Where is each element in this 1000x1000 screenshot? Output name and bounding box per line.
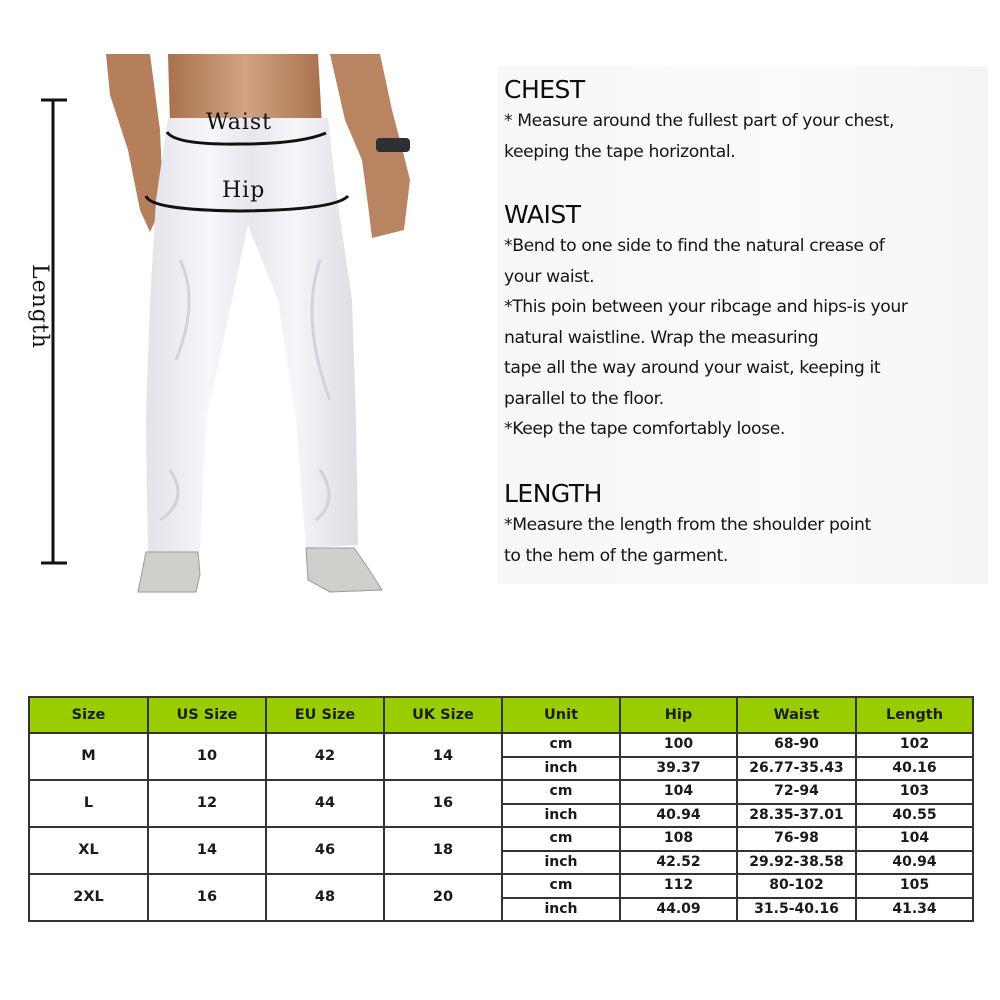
length-cell: 105 [856, 874, 973, 898]
header-uk-size: UK Size [384, 697, 502, 733]
hip-label: Hip [222, 178, 266, 203]
uk-size-cell: 20 [384, 874, 502, 921]
waist-cell: 31.5-40.16 [737, 898, 856, 922]
eu-size-cell: 48 [266, 874, 384, 921]
us-size-cell: 12 [148, 780, 266, 827]
size-cell: M [29, 733, 148, 780]
us-size-cell: 14 [148, 827, 266, 874]
chest-line: keeping the tape horizontal. [504, 141, 736, 162]
chest-section [504, 74, 894, 167]
waist-cell: 76-98 [737, 827, 856, 851]
chest-line: * Measure around the fullest part of your chest, [504, 111, 895, 131]
table-row [29, 874, 973, 898]
left-arm [106, 54, 162, 232]
waist-cell: 26.77-35.43 [737, 757, 856, 781]
hip-cell: 42.52 [620, 851, 737, 875]
waist-section [504, 199, 908, 445]
hip-cell: 40.94 [620, 804, 737, 828]
us-size-cell: 10 [148, 733, 266, 780]
eu-size-cell: 44 [266, 780, 384, 827]
header-hip: Hip [620, 697, 737, 733]
length-cell: 41.34 [856, 898, 973, 922]
left-shoe [138, 552, 200, 592]
hip-cell: 104 [620, 780, 737, 804]
length-cell: 40.16 [856, 757, 973, 781]
length-cell: 40.94 [856, 851, 973, 875]
waist-cell: 72-94 [737, 780, 856, 804]
size-cell: 2XL [29, 874, 148, 921]
model-figure [0, 0, 470, 600]
unit-cell: inch [502, 804, 620, 828]
eu-size-cell: 42 [266, 733, 384, 780]
unit-cell: cm [502, 827, 620, 851]
waist-line: parallel to the floor. [504, 388, 664, 409]
hip-cell: 39.37 [620, 757, 737, 781]
watch-icon [376, 138, 410, 152]
waist-cell: 68-90 [737, 733, 856, 757]
waist-title: WAIST [504, 200, 581, 229]
waist-cell: 28.35-37.01 [737, 804, 856, 828]
size-cell: L [29, 780, 148, 827]
length-cell: 104 [856, 827, 973, 851]
waist-line: tape all the way around your waist, keeping it [504, 358, 881, 378]
hip-cell: 108 [620, 827, 737, 851]
unit-cell: cm [502, 780, 620, 804]
table-row [29, 780, 973, 804]
unit-cell: cm [502, 874, 620, 898]
length-cell: 103 [856, 780, 973, 804]
table-row [29, 827, 973, 851]
waist-cell: 29.92-38.58 [737, 851, 856, 875]
waist-line: your waist. [504, 266, 595, 287]
header-eu-size: EU Size [266, 697, 384, 733]
unit-cell: inch [502, 898, 620, 922]
unit-cell: inch [502, 757, 620, 781]
hip-cell: 100 [620, 733, 737, 757]
header-us-size: US Size [148, 697, 266, 733]
length-cell: 40.55 [856, 804, 973, 828]
chest-title: CHEST [504, 75, 585, 104]
waist-cell: 80-102 [737, 874, 856, 898]
size-chart-table [28, 696, 974, 922]
right-shoe [306, 548, 382, 592]
table-row [29, 733, 973, 757]
header-unit: Unit [502, 697, 620, 733]
pants-model-illustration [0, 0, 470, 600]
header-length: Length [856, 697, 973, 733]
header-waist: Waist [737, 697, 856, 733]
size-cell: XL [29, 827, 148, 874]
length-line: *Measure the length from the shoulder point [504, 515, 871, 535]
measurement-instructions [498, 66, 988, 584]
length-label: Length [27, 264, 52, 349]
waist-line: *Bend to one side to find the natural crease of [504, 236, 885, 256]
length-line: to the hem of the garment. [504, 545, 728, 566]
uk-size-cell: 16 [384, 780, 502, 827]
hip-cell: 44.09 [620, 898, 737, 922]
length-cell: 102 [856, 733, 973, 757]
waist-line: *This poin between your ribcage and hips-is your [504, 297, 908, 317]
waist-line: natural waistline. Wrap the measuring [504, 327, 819, 348]
uk-size-cell: 18 [384, 827, 502, 874]
length-section [504, 478, 871, 571]
table-header-row [29, 697, 973, 733]
header-size: Size [29, 697, 148, 733]
waist-line: *Keep the tape comfortably loose. [504, 419, 785, 439]
length-title: LENGTH [504, 479, 602, 508]
eu-size-cell: 46 [266, 827, 384, 874]
unit-cell: inch [502, 851, 620, 875]
waist-label: Waist [206, 110, 272, 135]
unit-cell: cm [502, 733, 620, 757]
us-size-cell: 16 [148, 874, 266, 921]
uk-size-cell: 14 [384, 733, 502, 780]
hip-cell: 112 [620, 874, 737, 898]
